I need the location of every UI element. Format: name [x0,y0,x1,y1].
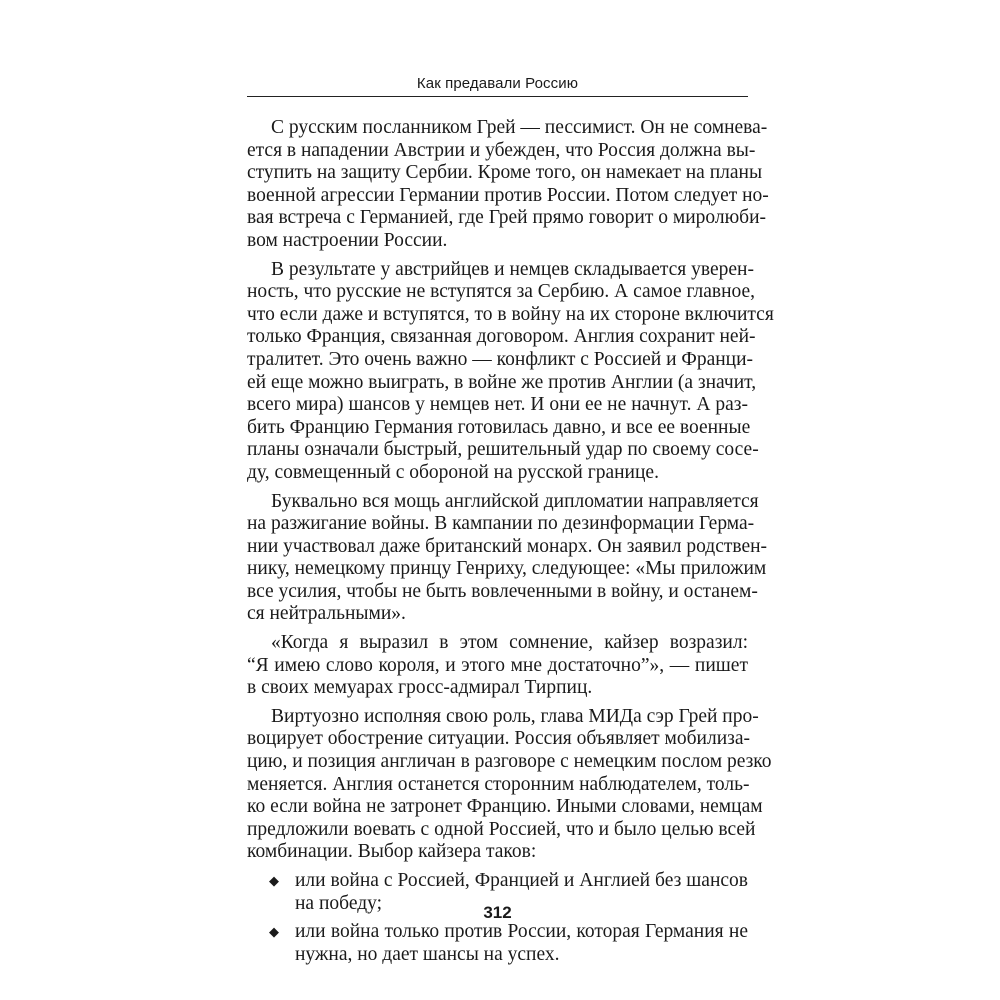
text-line: вом настроении России. [247,229,448,251]
running-title: Как предавали Россию [247,74,748,97]
text-line: бить Францию Германия готовилась давно, и все ее военные [247,416,751,438]
text-line: воцирует обострение ситуации. Россия объявляет мобилиза- [247,728,751,750]
text-line: всего мира) шансов у немцев нет. И они ее не начнут. А раз- [247,394,748,416]
page-number: 312 [483,903,512,922]
paragraph [247,258,774,485]
text-line: предложили воевать с одной Россией, что и было целью всей [247,818,756,840]
list-item [247,921,748,966]
text-line: вая встреча с Германией, где Грей прямо говорит о миролюби- [247,207,767,229]
text-line: в своих мемуарах гросс-адмирал Тирпиц. [247,677,593,699]
text-line: цию, и позиция англичан в разговоре с немецким послом резко [247,751,772,773]
text-line: ей еще можно выиграть, в войне же против Англии (а значит, [247,371,757,393]
quote-paragraph [247,632,748,700]
text-line: Виртуозно исполняя свою роль, глава МИДа сэр Грей про- [271,705,759,727]
text-line: или война с Россией, Францией и Англией без шансов [295,870,748,891]
text-line: тралитет. Это очень важно — конфликт с Россией и Франци- [247,348,754,370]
text-line: комбинации. Выбор кайзера таков: [247,841,537,863]
text-line: на разжигание войны. В кампании по дезинформации Герма- [247,513,755,535]
text-line: ется в нападении Австрии и убежден, что Россия должна вы- [247,139,756,161]
text-line: ся нейтральными». [247,603,406,625]
text-line: что если даже и вступятся, то в войну на их стороне включится [247,303,774,325]
diamond-bullet-icon: ◆ [269,924,279,940]
text-line: нии участвовал даже британский монарх. Он заявил родствен- [247,535,768,557]
text-line: нужна, но дает шансы на успех. [295,943,560,965]
text-line: “Я имею слово короля, и этого мне достаточно”», — пишет [247,654,748,676]
text-line: В результате у австрийцев и немцев складывается уверен- [271,258,754,280]
text-line: на победу; [295,892,383,914]
paragraph [247,117,769,253]
text-line: С русским посланником Грей — пессимист. Он не сомнева- [271,117,768,138]
text-line: «Когда я выразил в этом сомнение, кайзер возразил: [271,632,748,654]
text-line: ступить на защиту Сербии. Кроме того, он намекает на планы [247,162,763,184]
text-line: меняется. Англия останется сторонним наблюдателем, толь- [247,773,750,795]
text-line: военной агрессии Германии против России. Потом следует но- [247,184,769,206]
text-line: только Франция, связанная договором. Англия сохранит ней- [247,326,756,348]
text-line: Буквально вся мощь английской дипломатии направляется [271,490,759,512]
diamond-bullet-icon: ◆ [269,873,279,888]
text-line: ко если война не затронет Францию. Иными словами, немцам [247,796,763,818]
paragraph [247,705,772,864]
text-line: планы означали быстрый, решительный удар по своему сосе- [247,439,759,461]
text-line: ность, что русские не вступятся за Сербию. А самое главное, [247,281,756,303]
body-text [247,117,774,972]
paragraph [247,490,768,627]
text-line: все усилия, чтобы не быть вовлеченными в войну, и останем- [247,580,758,602]
text-line: нику, немецкому принцу Генриху, следующее: «Мы приложим [247,558,767,580]
text-line: или война только против России, которая Германия не [295,921,748,943]
text-line: ду, совмещенный с обороной на русской границе. [247,461,659,483]
